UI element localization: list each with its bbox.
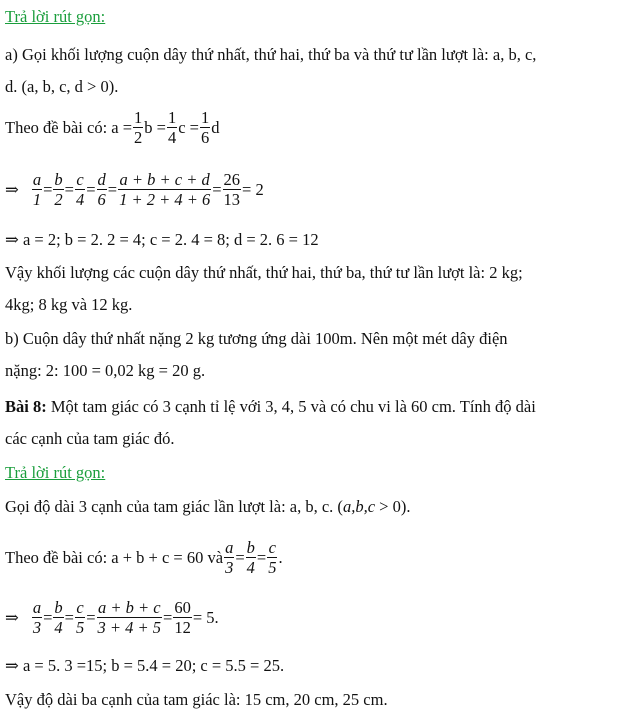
implies-symbol: ⇒ xyxy=(5,179,19,199)
numerator: b xyxy=(54,598,63,617)
numerator: a xyxy=(32,598,42,617)
numerator: 1 xyxy=(134,108,143,127)
fraction xyxy=(118,170,211,209)
denominator: 3 + 4 + 5 xyxy=(97,618,162,637)
numerator: a xyxy=(225,538,234,557)
part-a-text: d. (a, b, c, d > 0). xyxy=(5,77,119,96)
denominator: 3 xyxy=(225,558,234,577)
denominator: 13 xyxy=(223,190,241,209)
denominator: 2 xyxy=(134,128,143,147)
fraction xyxy=(224,538,234,577)
equation-proportion: ⇒ $\frac{a}{1}$ = $\frac{b}{2}$ = $\frac{c}{4}$ = $\frac{d}{6}$ = $\frac{a + b + c + d}{1 + 2 + 4 + 6}$ = $\frac{26}{13}$ = 2 xyxy=(5,170,264,209)
fraction xyxy=(53,598,63,637)
fraction xyxy=(32,170,42,209)
numerator: 60 xyxy=(174,598,191,617)
denominator: 4 xyxy=(246,558,255,577)
part-b-text: b) Cuộn dây thứ nhất nặng 2 kg tương ứng dài 100m. Nên một mét dây điện xyxy=(5,329,508,348)
fraction xyxy=(267,538,277,577)
equation-result: = 5. xyxy=(192,607,219,627)
fraction xyxy=(53,170,63,209)
numerator: c xyxy=(268,538,276,557)
implies-symbol: ⇒ xyxy=(5,607,19,627)
problem-text: các cạnh của tam giác đó. xyxy=(5,429,175,448)
equation-text: b = xyxy=(144,117,166,137)
denominator: 3 xyxy=(32,618,42,637)
part-a-text: a) Gọi khối lượng cuộn dây thứ nhất, thứ hai, thứ ba và thứ tư lần lượt là: a, b, c, xyxy=(5,45,537,64)
numerator: b xyxy=(54,170,63,189)
answer-heading: Trả lời rút gọn: xyxy=(5,463,106,482)
problem-statement xyxy=(5,396,611,418)
sides-intro xyxy=(5,496,611,518)
denominator: 4 xyxy=(167,128,177,147)
denominator: 1 + 2 + 4 + 6 xyxy=(119,190,211,209)
fraction xyxy=(75,598,85,637)
problem-text: Một tam giác có 3 cạnh tỉ lệ với 3, 4, 5 và có chu vi là 60 cm. Tính độ dài xyxy=(46,397,536,416)
numerator: 1 xyxy=(167,108,177,127)
equation-text: d xyxy=(211,117,220,137)
fraction xyxy=(97,598,163,637)
equation-text: Theo đề bài có: a + b + c = 60 và xyxy=(5,547,224,567)
fraction xyxy=(167,108,177,147)
equation-ratio xyxy=(5,108,611,147)
fraction xyxy=(133,108,143,147)
final-answer: Vậy độ dài ba cạnh của tam giác là: 15 cm, 20 cm, 25 cm. xyxy=(5,690,388,709)
fraction xyxy=(200,108,210,147)
numerator: 1 xyxy=(201,108,210,127)
denominator: 2 xyxy=(54,190,63,209)
numerator: b xyxy=(246,538,255,557)
sides-intro-text: > 0). xyxy=(375,497,411,516)
numerator: c xyxy=(76,598,84,617)
numerator: c xyxy=(76,170,84,189)
equation-text: c = xyxy=(178,117,199,137)
denominator: 4 xyxy=(54,618,63,637)
fraction xyxy=(173,598,192,637)
denominator: 6 xyxy=(201,128,210,147)
denominator: 5 xyxy=(75,618,85,637)
fraction xyxy=(223,170,242,209)
denominator: 12 xyxy=(174,618,191,637)
fraction xyxy=(246,538,256,577)
numerator: a + b + c xyxy=(97,598,161,617)
numerator: 26 xyxy=(223,170,241,189)
equation-result: = 2 xyxy=(242,179,264,199)
sides-intro-text: Gọi độ dài 3 cạnh của tam giác lần lượt là: a, b, c. ( xyxy=(5,497,343,516)
answer-heading: Trả lời rút gọn: xyxy=(5,7,106,26)
denominator: 5 xyxy=(268,558,277,577)
denominator: 4 xyxy=(75,190,85,209)
equation-ratio: Theo đề bài có: a + b + c = 60 và $\frac{a}{3}$ = $\frac{b}{4}$ = $\frac{c}{5}$ . xyxy=(5,538,283,577)
numerator: d xyxy=(97,170,106,189)
fraction xyxy=(75,170,85,209)
equation-text: . xyxy=(278,547,283,567)
fraction xyxy=(32,598,42,637)
numerator: a xyxy=(32,170,42,189)
equation-text: Theo đề bài có: a = xyxy=(5,117,133,137)
conclusion-a: 4kg; 8 kg và 12 kg. xyxy=(5,295,133,314)
denominator: 1 xyxy=(32,190,42,209)
sides-condition: a,b,c xyxy=(342,497,376,516)
fraction xyxy=(97,170,107,209)
numerator: a + b + c + d xyxy=(119,170,210,189)
equation-values: ⇒ a = 5. 3 =15; b = 5.4 = 20; c = 5.5 = 25. xyxy=(5,656,285,675)
part-b-text: nặng: 2: 100 = 0,02 kg = 20 g. xyxy=(5,361,206,380)
equation-values: ⇒ a = 2; b = 2. 2 = 4; c = 2. 4 = 8; d = 2. 6 = 12 xyxy=(5,230,319,249)
conclusion-a: Vậy khối lượng các cuộn dây thứ nhất, thứ hai, thứ ba, thứ tư lần lượt là: 2 kg; xyxy=(5,263,523,282)
problem-label: Bài 8: xyxy=(5,397,47,416)
denominator: 6 xyxy=(97,190,106,209)
equation-proportion: ⇒ $\frac{a}{3}$ = $\frac{b}{4}$ = $\frac{c}{5}$ = $\frac{a + b + c}{3 + 4 + 5}$ = $\frac{60}{12}$ = 5. xyxy=(5,598,219,637)
